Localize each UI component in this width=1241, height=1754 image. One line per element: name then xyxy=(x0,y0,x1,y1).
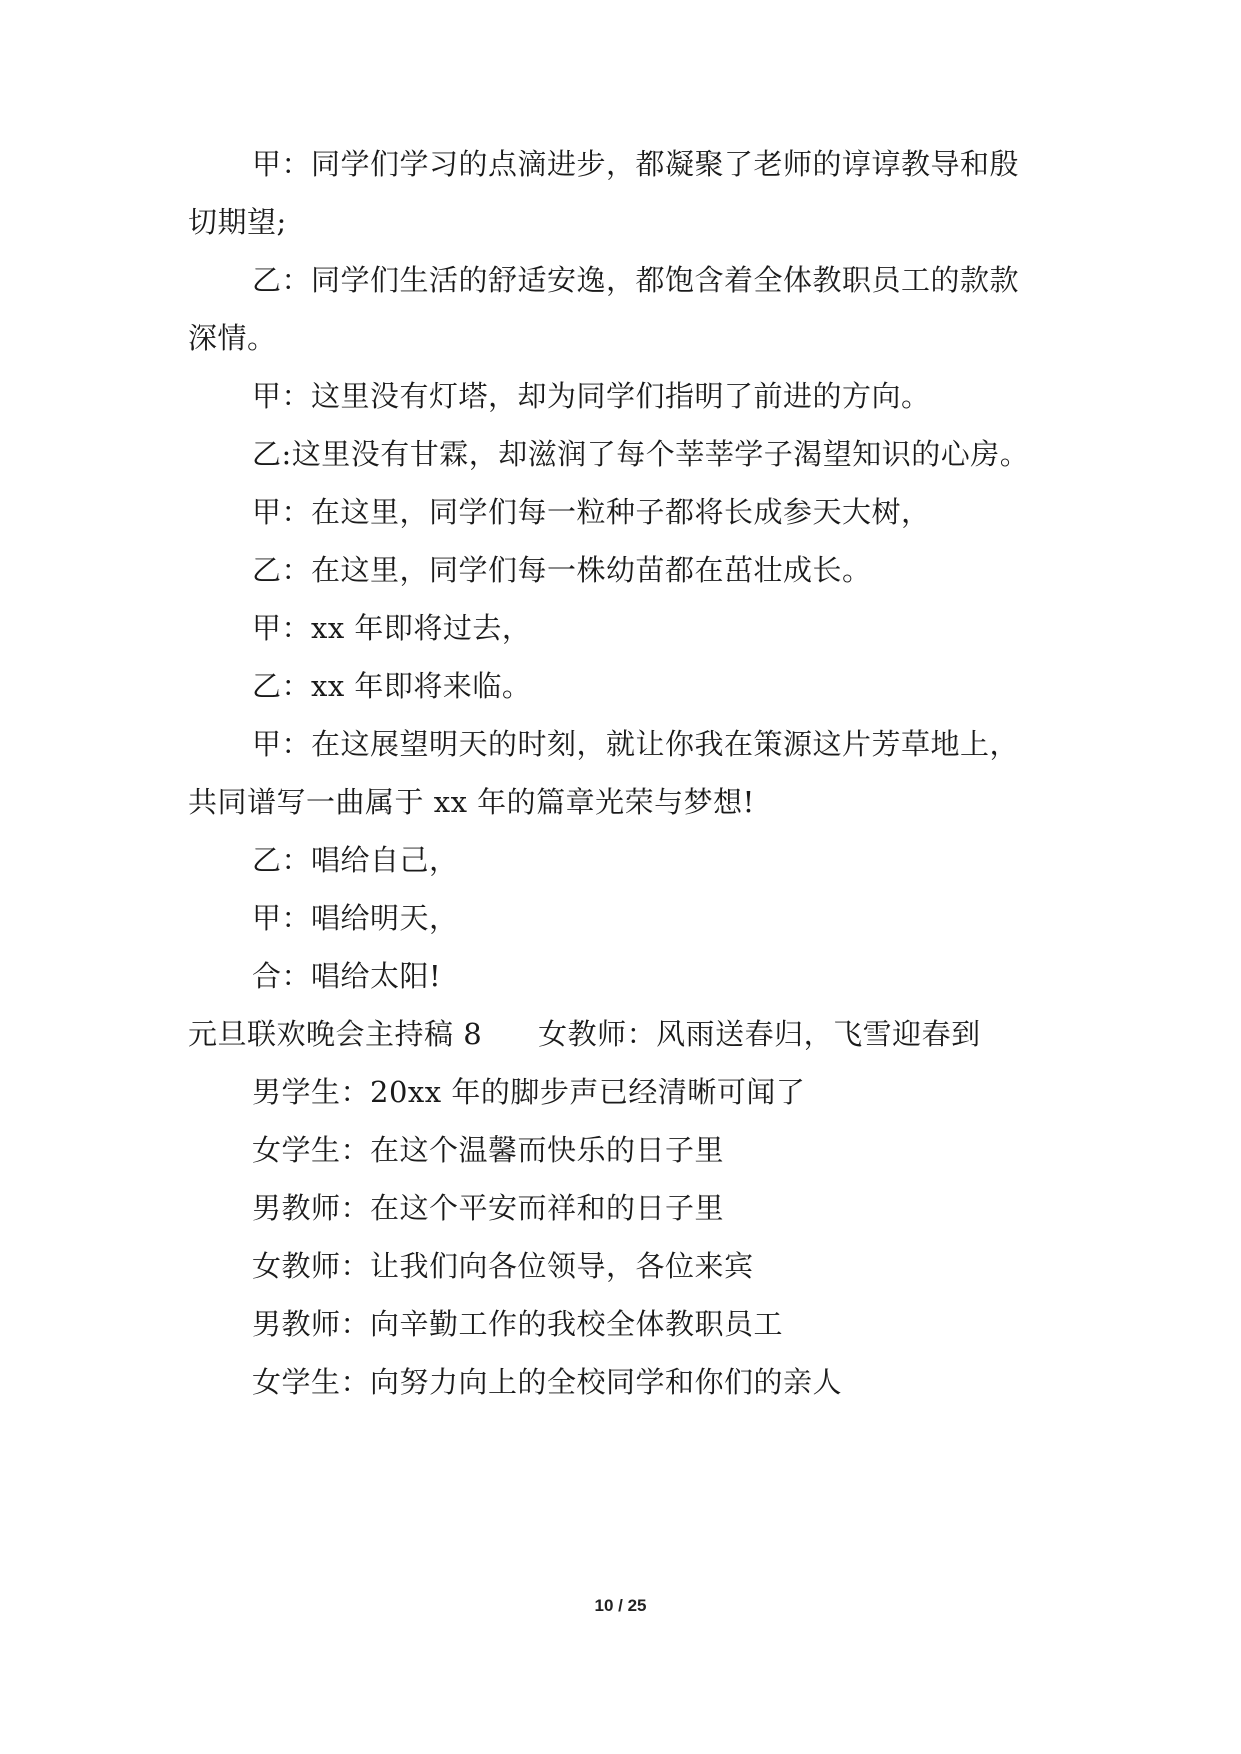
dialogue-line: 甲：同学们学习的点滴进步，都凝聚了老师的谆谆教导和殷 xyxy=(252,147,1020,181)
dialogue-line: 甲：xx 年即将过去， xyxy=(252,611,532,645)
dialogue-line: 甲：唱给明天， xyxy=(252,901,459,935)
dialogue-line: 甲：这里没有灯塔，却为同学们指明了前进的方向。 xyxy=(252,379,931,413)
dialogue-line: 男教师：在这个平安而祥和的日子里 xyxy=(252,1191,725,1225)
dialogue-line: 乙:这里没有甘霖，却滋润了每个莘莘学子渴望知识的心房。 xyxy=(252,437,1030,471)
dialogue-line: 女教师：让我们向各位领导，各位来宾 xyxy=(252,1249,754,1283)
dialogue-line: 乙：在这里，同学们每一株幼苗都在茁壮成长。 xyxy=(252,553,872,587)
dialogue-line: 甲：在这里，同学们每一粒种子都将长成参天大树， xyxy=(252,495,931,529)
dialogue-line: 甲：在这展望明天的时刻，就让你我在策源这片芳草地上， xyxy=(252,727,1020,761)
section-heading: 元旦联欢晚会主持稿 8 xyxy=(188,1017,483,1051)
dialogue-line: 女学生：向努力向上的全校同学和你们的亲人 xyxy=(252,1365,843,1399)
dialogue-line-continuation: 深情。 xyxy=(188,321,277,355)
dialogue-line: 女教师：风雨送春归，飞雪迎春到 xyxy=(538,1017,981,1051)
dialogue-line: 乙：同学们生活的舒适安逸，都饱含着全体教职员工的款款 xyxy=(252,263,1020,297)
dialogue-line: 男教师：向辛勤工作的我校全体教职员工 xyxy=(252,1307,784,1341)
dialogue-line: 合：唱给太阳! xyxy=(252,959,442,993)
dialogue-line: 女学生：在这个温馨而快乐的日子里 xyxy=(252,1133,725,1167)
section-heading-line xyxy=(188,1014,981,1054)
dialogue-line-continuation: 切期望; xyxy=(188,205,287,239)
page-number: 10 / 25 xyxy=(594,1596,647,1615)
dialogue-line: 男学生：20xx 年的脚步声已经清晰可闻了 xyxy=(252,1075,806,1109)
dialogue-line: 乙：唱给自己， xyxy=(252,843,459,877)
dialogue-line-continuation: 共同谱写一曲属于 xx 年的篇章光荣与梦想! xyxy=(188,785,755,819)
dialogue-line: 乙：xx 年即将来临。 xyxy=(252,669,532,703)
